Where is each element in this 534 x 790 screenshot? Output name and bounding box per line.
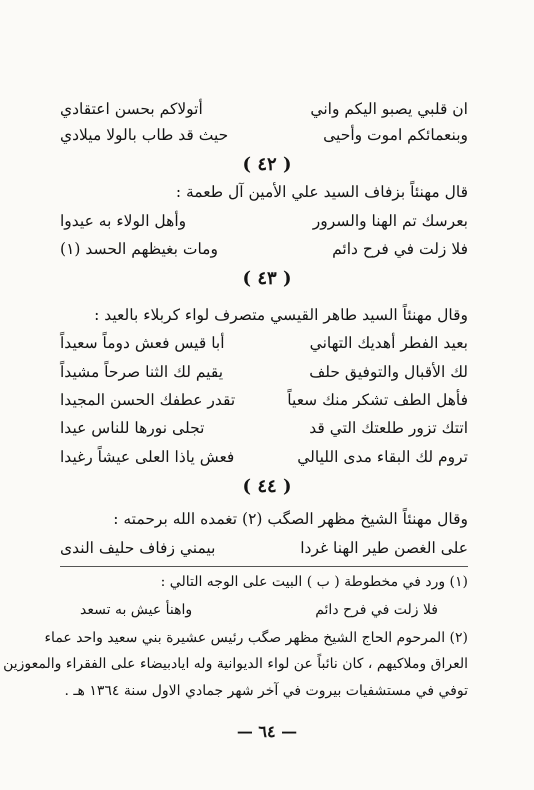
hemistich-first: على الغصن طير الهنا غردا — [300, 539, 468, 557]
verse — [60, 124, 468, 146]
hemistich-first: فلا زلت في فرح دائم — [315, 602, 438, 618]
verse — [60, 98, 468, 120]
hemistich-second: يقيم لك الثنا صرحاً مشيداً — [60, 363, 224, 381]
verse — [60, 238, 468, 260]
verse — [60, 389, 468, 411]
verse — [60, 332, 468, 354]
verse — [60, 417, 468, 439]
section-number: ( ٤٢ ) — [242, 154, 292, 175]
hemistich-first: لك الأقبال والتوفيق حلف — [309, 363, 468, 381]
section-intro: وقال مهنئاً الشيخ مظهر الصگب (٢) تغمده الله برحمته : — [113, 510, 468, 528]
verse — [60, 210, 468, 232]
hemistich-second: ومات بغيظهم الحسد (١) — [60, 240, 218, 258]
footnote-2-line-2: العراق وملاكيهم ، كان نائباً عن لواء الديوانية وله ايادبيضاء على الفقراء والمعوزين — [3, 656, 468, 672]
hemistich-second: بيمني زفاف حليف الندى — [60, 539, 216, 557]
page-number: — ٦٤ — — [236, 722, 298, 741]
hemistich-second: أتولاكم بحسن اعتقادي — [60, 100, 203, 118]
hemistich-second: تقدر عطفك الحسن المجيدا — [60, 391, 236, 409]
hemistich-first: اتتك تزور طلعتك التي قد — [309, 419, 468, 437]
section-number: ( ٤٤ ) — [242, 476, 292, 497]
section-intro: وقال مهنئاً السيد طاهر القيسي متصرف لواء كربلاء بالعيد : — [94, 306, 468, 324]
verse — [60, 361, 468, 383]
section-intro: قال مهنئاً بزفاف السيد علي الأمين آل طعمة : — [175, 183, 468, 201]
footnote-2-line-1: (٢) المرحوم الحاج الشيخ مظهر صگب رئيس عشيرة بني سعيد واحد عماء — [44, 630, 468, 646]
verse — [60, 537, 468, 559]
footnote-verse — [60, 599, 468, 621]
hemistich-second: حيث قد طاب بالولا ميلادي — [60, 126, 229, 144]
hemistich-second: فعش ياذا العلى عيشاً رغيدا — [60, 448, 235, 466]
hemistich-second: وأهل الولاء به عيدوا — [60, 212, 187, 230]
section-number: ( ٤٣ ) — [242, 268, 292, 289]
hemistich-first: ان قلبي يصبو اليكم واني — [310, 100, 468, 118]
hemistich-second: تجلى نورها للناس عيدا — [60, 419, 205, 437]
hemistich-first: بعرسك تم الهنا والسرور — [312, 212, 468, 230]
hemistich-first: بعيد الفطر أهديك التهاني — [309, 334, 468, 352]
hemistich-first: تروم لك البقاء مدى الليالي — [297, 448, 468, 466]
verse — [60, 446, 468, 468]
footnote-separator — [60, 566, 468, 567]
hemistich-second: واهنأ عيش به تسعد — [80, 602, 193, 618]
footnote-2-line-3: توفي في مستشفيات بيروت في آخر شهر جمادي الاول سنة ١٣٦٤ هـ . — [64, 683, 468, 699]
hemistich-second: أبا قيس فعش دوماً سعيداً — [60, 334, 225, 352]
footnote-1: (١) ورد في مخطوطة ( ب ) البيت على الوجه التالي : — [160, 574, 468, 590]
hemistich-first: فأهل الطف تشكر منك سعياً — [287, 391, 468, 409]
hemistich-first: فلا زلت في فرح دائم — [332, 240, 468, 258]
hemistich-first: وبنعمائكم اموت وأحيى — [323, 126, 468, 144]
